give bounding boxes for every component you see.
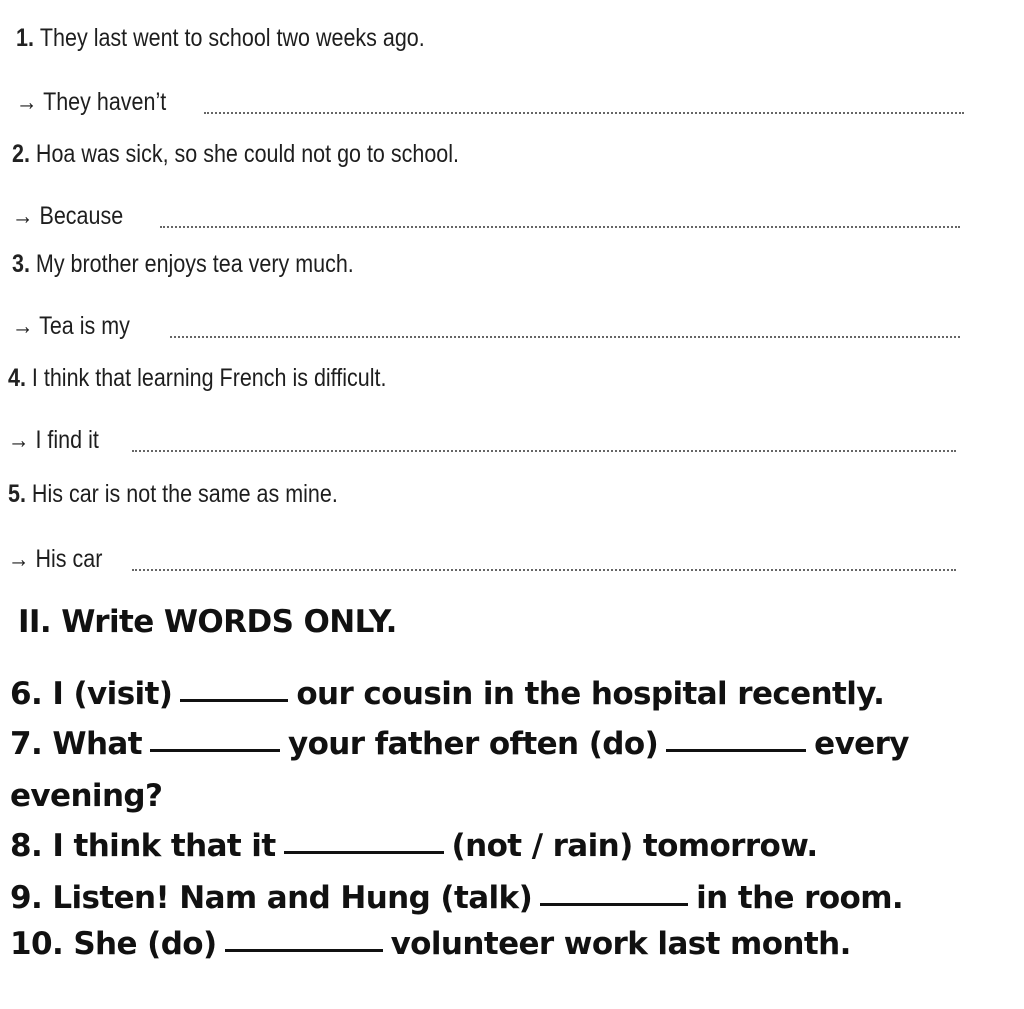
answer-line-4[interactable] xyxy=(8,422,1024,458)
arrow: → xyxy=(12,311,34,340)
answer-blank[interactable] xyxy=(180,699,288,702)
question-4 xyxy=(8,360,889,396)
answer-prompt: They haven’t xyxy=(43,87,167,116)
answer-blank[interactable] xyxy=(666,749,806,752)
question-text: volunteer work last month. xyxy=(390,926,851,962)
question-sentence: Hoa was sick, so she could not go to school. xyxy=(35,139,459,168)
question-7-continued xyxy=(10,778,162,814)
question-10 xyxy=(10,926,851,962)
question-number: 8. xyxy=(10,828,43,864)
dotted-answer-line[interactable] xyxy=(170,336,960,338)
question-text: in the room. xyxy=(696,880,904,916)
question-number: 2. xyxy=(12,139,30,168)
answer-blank[interactable] xyxy=(225,949,383,952)
question-number: 10. xyxy=(10,926,64,962)
question-text: your father often (do) xyxy=(287,726,659,762)
question-2 xyxy=(12,136,893,172)
answer-line-2[interactable] xyxy=(12,198,1024,234)
arrow: → xyxy=(12,201,34,230)
question-text: evening? xyxy=(10,778,163,814)
question-text: every xyxy=(814,726,909,762)
question-8 xyxy=(10,828,818,864)
question-text: Listen! Nam and Hung (talk) xyxy=(52,880,533,916)
arrow: → xyxy=(8,425,30,454)
answer-line-3[interactable] xyxy=(12,308,1024,344)
question-number: 5. xyxy=(8,479,26,508)
question-text: She (do) xyxy=(73,926,217,962)
question-text: our cousin in the hospital recently. xyxy=(296,676,885,712)
question-text: I (visit) xyxy=(52,676,173,712)
answer-prompt: I find it xyxy=(35,425,99,454)
question-number: 7. xyxy=(10,726,43,762)
question-7 xyxy=(10,726,909,762)
question-sentence: They last went to school two weeks ago. xyxy=(39,23,425,52)
question-text: (not / rain) tomorrow. xyxy=(451,828,818,864)
section-heading: II. Write WORDS ONLY. xyxy=(18,604,397,640)
arrow: → xyxy=(16,87,38,116)
question-text: I think that it xyxy=(52,828,276,864)
question-text: What xyxy=(52,726,142,762)
answer-blank[interactable] xyxy=(284,851,444,854)
dotted-answer-line[interactable] xyxy=(132,569,956,571)
dotted-answer-line[interactable] xyxy=(160,226,960,228)
question-number: 6. xyxy=(10,676,43,712)
question-1 xyxy=(16,20,897,56)
answer-prompt: Because xyxy=(39,201,124,230)
answer-prompt: His car xyxy=(35,544,103,573)
question-6 xyxy=(10,676,884,712)
question-3 xyxy=(12,246,893,282)
dotted-answer-line[interactable] xyxy=(204,112,964,114)
question-9 xyxy=(10,880,903,916)
answer-blank[interactable] xyxy=(150,749,280,752)
answer-prompt: Tea is my xyxy=(39,311,130,340)
question-number: 1. xyxy=(16,23,34,52)
arrow: → xyxy=(8,544,30,573)
answer-line-5[interactable] xyxy=(8,541,1024,577)
question-sentence: His car is not the same as mine. xyxy=(31,479,338,508)
question-sentence: I think that learning French is difficult. xyxy=(31,363,387,392)
question-5 xyxy=(8,476,889,512)
answer-line-1[interactable] xyxy=(16,84,1024,120)
question-number: 3. xyxy=(12,249,30,278)
answer-blank[interactable] xyxy=(540,903,688,906)
question-sentence: My brother enjoys tea very much. xyxy=(35,249,354,278)
question-number: 4. xyxy=(8,363,26,392)
question-number: 9. xyxy=(10,880,43,916)
dotted-answer-line[interactable] xyxy=(132,450,956,452)
